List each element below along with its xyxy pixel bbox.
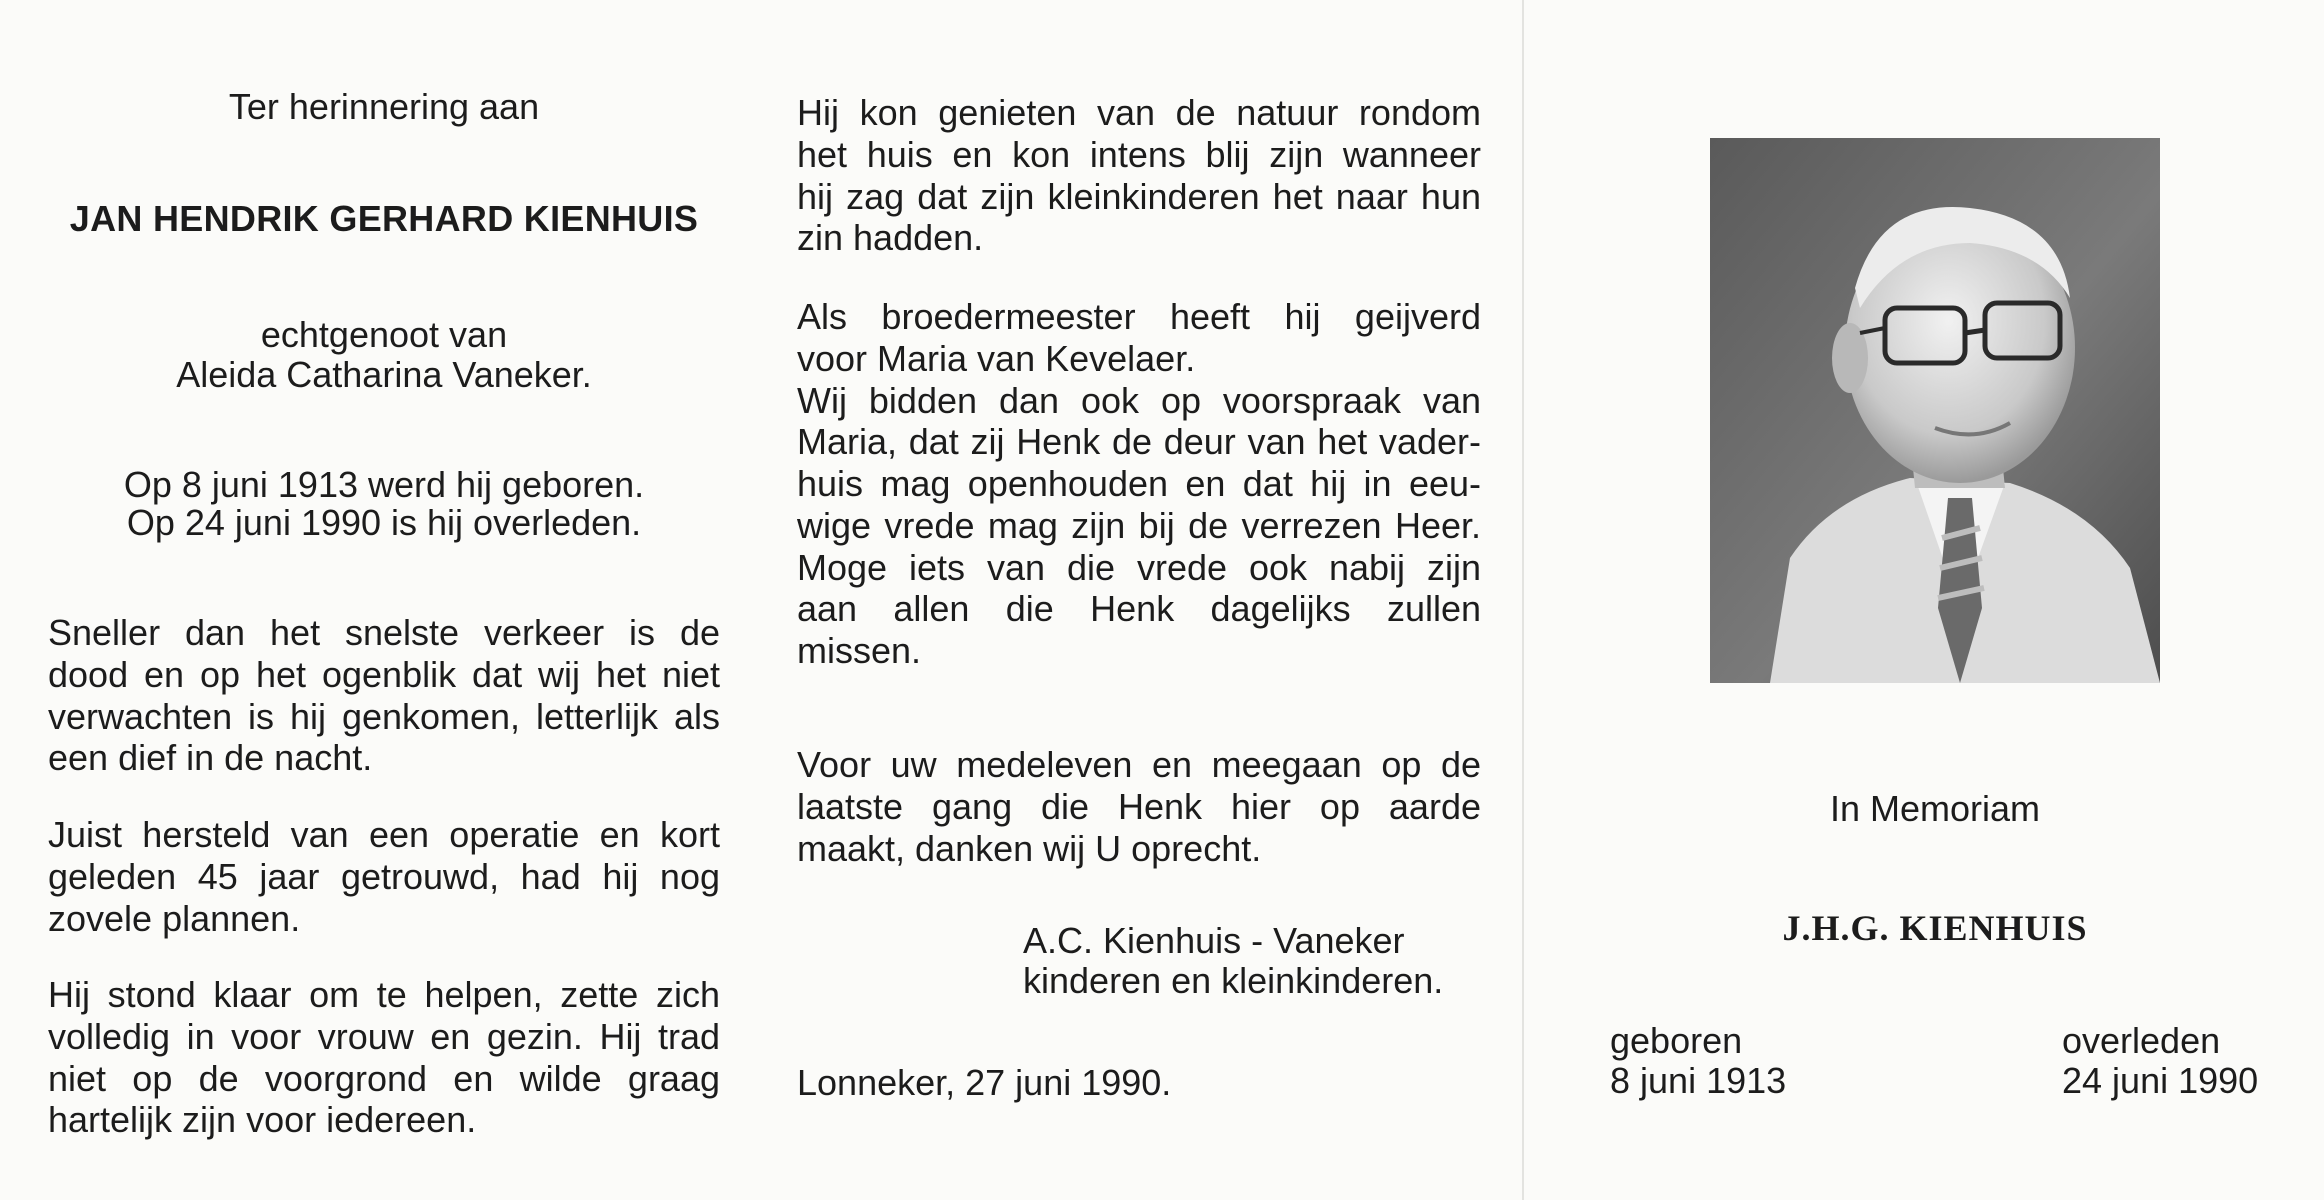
born-date: 8 juni 1913: [1610, 1060, 1787, 1101]
text-line: hartelijk zijn voor iedereen.: [48, 1099, 477, 1141]
spouse-line-2: Aleida Catharina Vaneker.: [176, 354, 592, 395]
born-line: Op 8 juni 1913 werd hij geboren.: [123, 464, 645, 505]
text-line: volledig in voor vrouw en gezin. Hij trad: [48, 1015, 720, 1057]
intro-text: Ter herinnering aan: [228, 86, 540, 127]
text-line: huis mag openhouden en dat hij in eeu-: [797, 463, 1481, 504]
full-name: JAN HENDRIK GERHARD KIENHUIS: [69, 198, 699, 239]
portrait-photo: [1710, 138, 2160, 683]
text-line: Maria, dat zij Henk de deur van het vader-: [797, 421, 1481, 463]
text-line: een dief in de nacht.: [48, 737, 373, 779]
died-line: Op 24 juni 1990 is hij overleden.: [126, 502, 642, 543]
left-paragraph-1: [48, 612, 720, 779]
text-line: verwachten is hij genkomen, letterlijk als: [48, 695, 720, 737]
portrait-illustration: [1710, 138, 2160, 683]
died-label: overleden: [2062, 1020, 2221, 1061]
text-line: laatste gang die Henk hier op aarde: [797, 785, 1481, 827]
text-line: wige vrede mag zijn bij de verrezen Heer.: [797, 504, 1481, 546]
born-label: geboren: [1610, 1020, 1743, 1061]
text-line: zin hadden.: [797, 217, 984, 259]
text-line: Juist hersteld van een operatie en kort: [48, 814, 720, 855]
middle-paragraph-1: [797, 92, 1481, 259]
text-line: Hij stond klaar om te helpen, zette zich: [48, 974, 720, 1015]
text-line: maakt, danken wij U oprecht.: [797, 827, 1262, 869]
text-line: niet op de voorgrond en wilde graag: [48, 1057, 720, 1099]
text-line: Wij bidden dan ook op voorspraak van: [797, 379, 1481, 421]
text-line: geleden 45 jaar getrouwd, had hij nog: [48, 855, 720, 897]
spouse-line-1: echtgenoot van: [260, 314, 508, 355]
signature-line-1: A.C. Kienhuis - Vaneker: [1023, 920, 1405, 961]
text-line: aan allen die Henk dagelijks zullen: [797, 588, 1481, 630]
signature-line-2: kinderen en kleinkinderen.: [1023, 960, 1444, 1001]
text-line: zovele plannen.: [48, 897, 301, 939]
text-line: Hij kon genieten van de natuur rondom: [797, 92, 1481, 133]
text-line: voor Maria van Kevelaer.: [797, 337, 1196, 379]
short-name: J.H.G. KIENHUIS: [1782, 908, 2088, 948]
text-line: Sneller dan het snelste verkeer is de: [48, 612, 720, 653]
place-date: Lonneker, 27 juni 1990.: [797, 1062, 1172, 1103]
in-memoriam-heading: In Memoriam: [1829, 788, 2041, 829]
middle-paragraph-3: [797, 744, 1481, 869]
text-line: het huis en kon intens blij zijn wanneer: [797, 133, 1481, 175]
text-line: Moge iets van die vrede ook nabij zijn: [797, 546, 1481, 588]
left-paragraph-2: [48, 814, 720, 939]
text-line: Voor uw medeleven en meegaan op de: [797, 744, 1481, 785]
left-paragraph-3: [48, 974, 720, 1141]
text-line: missen.: [797, 630, 922, 671]
text-line: hij zag dat zijn kleinkinderen het naar hun: [797, 175, 1481, 217]
text-line: Als broedermeester heeft hij geijverd: [797, 296, 1481, 337]
text-line: dood en op het ogenblik dat wij het niet: [48, 653, 720, 695]
middle-paragraph-2: [797, 296, 1481, 672]
died-date: 24 juni 1990: [2062, 1060, 2259, 1101]
card-fold: [1522, 0, 1524, 1200]
